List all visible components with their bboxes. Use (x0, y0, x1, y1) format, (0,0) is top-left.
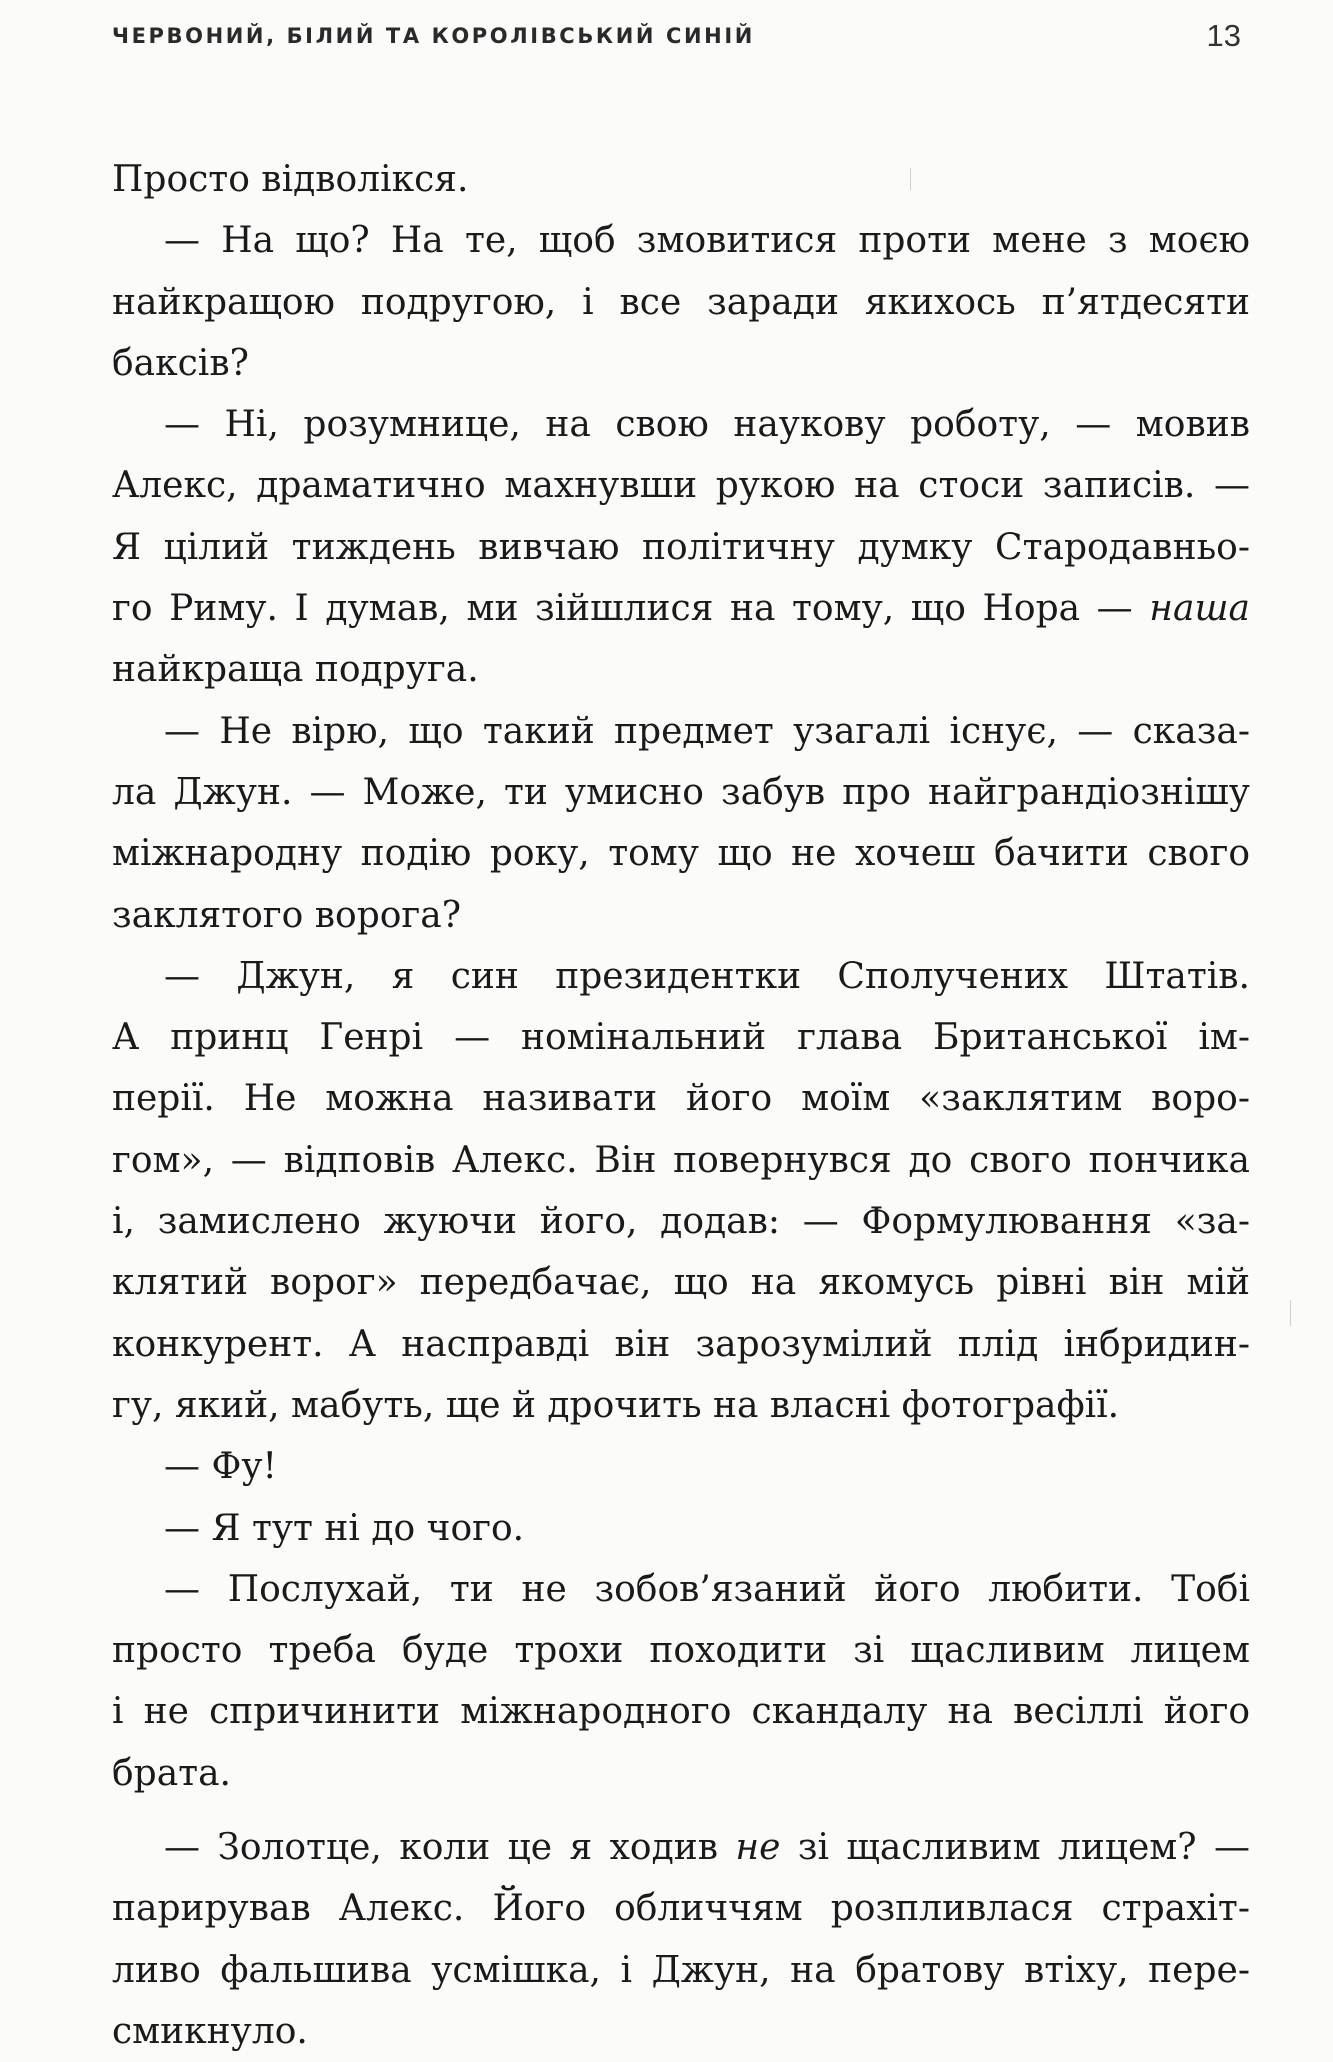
text-line: і не спричинити міжнародного скандалу на весіллі його (112, 1691, 1250, 1733)
text-fragment: го Риму. І думав, ми зійшлися на тому, що Нора — (112, 588, 1133, 630)
scan-speck (1290, 1300, 1291, 1326)
text-line: брата. (112, 1752, 232, 1794)
emphasis: наша (1149, 588, 1250, 630)
page-number: 13 (1206, 18, 1241, 53)
text-line: — Ні, розумнице, на свою наукову роботу, — мовив (164, 404, 1250, 446)
text-line: Алекс, драматично махнувши рукою на стоси записів. — (112, 465, 1250, 507)
text-line: — Не вірю, що такий предмет узагалі існує, — сказа- (164, 710, 1250, 752)
text-line: клятий ворог» передбачає, що на якомусь рівні він мій (112, 1262, 1250, 1304)
running-title: ЧЕРВОНИЙ, БІЛИЙ ТА КОРОЛІВСЬКИЙ СИНІЙ (112, 24, 755, 48)
text-line: — На що? На те, щоб змовитися проти мене з моєю (164, 220, 1250, 262)
text-line: заклятого ворога? (112, 894, 462, 936)
text-line: парирував Алекс. Його обличчям розпливлася страхіт- (112, 1888, 1250, 1930)
text-line: міжнародну подію року, тому що не хочеш бачити свого (112, 833, 1250, 875)
text-line: конкурент. А насправді він зарозумілий плід інбридин- (112, 1323, 1250, 1365)
body-text (112, 149, 1250, 2062)
text-fragment: — Золотце, коли це я ходив (164, 1827, 719, 1869)
text-line: найкращою подругою, і все заради якихось п’ятдесяти (112, 281, 1250, 323)
text-line: найкраща подруга. (112, 649, 479, 691)
text-line (112, 578, 1250, 639)
text-line: — Я тут ні до чого. (164, 1507, 525, 1549)
text-fragment: зі щасливим лицем? — (797, 1827, 1250, 1869)
text-line: Просто відволікся. (112, 159, 469, 200)
text-line: просто треба буде трохи походити зі щасливим лицем (112, 1630, 1250, 1672)
text-line: А принц Генрі — номінальний глава Британської ім- (112, 1017, 1250, 1059)
text-line: перії. Не можна називати його моїм «заклятим воро- (112, 1078, 1250, 1120)
text-line: гу, який, мабуть, ще й дрочить на власні фотографії. (112, 1384, 1120, 1426)
text-line: ливо фальшива усмішка, і Джун, на братову втіху, пере- (112, 1949, 1250, 1991)
text-line: ла Джун. — Може, ти умисно забув про найграндіознішу (112, 771, 1250, 813)
text-line: — Послухай, ти не зобов’язаний його любити. Тобі (164, 1568, 1250, 1610)
emphasis: не (735, 1827, 781, 1869)
text-line: смикнуло. (112, 2010, 308, 2052)
text-line: — Джун, я син президентки Сполучених Штатів. (164, 955, 1250, 997)
text-line (112, 1817, 1250, 1878)
text-line: і, замислено жуючи його, додав: — Формулювання «за- (112, 1201, 1250, 1243)
text-line: гом», — відповів Алекс. Він повернувся до свого пончика (112, 1139, 1250, 1181)
text-line: — Фу! (164, 1446, 277, 1488)
scan-speck (910, 168, 911, 190)
paragraph-gap (112, 1804, 1250, 1817)
text-line: баксів? (112, 342, 249, 384)
text-line: Я цілий тиждень вивчаю політичну думку Стародавньо- (112, 526, 1250, 568)
